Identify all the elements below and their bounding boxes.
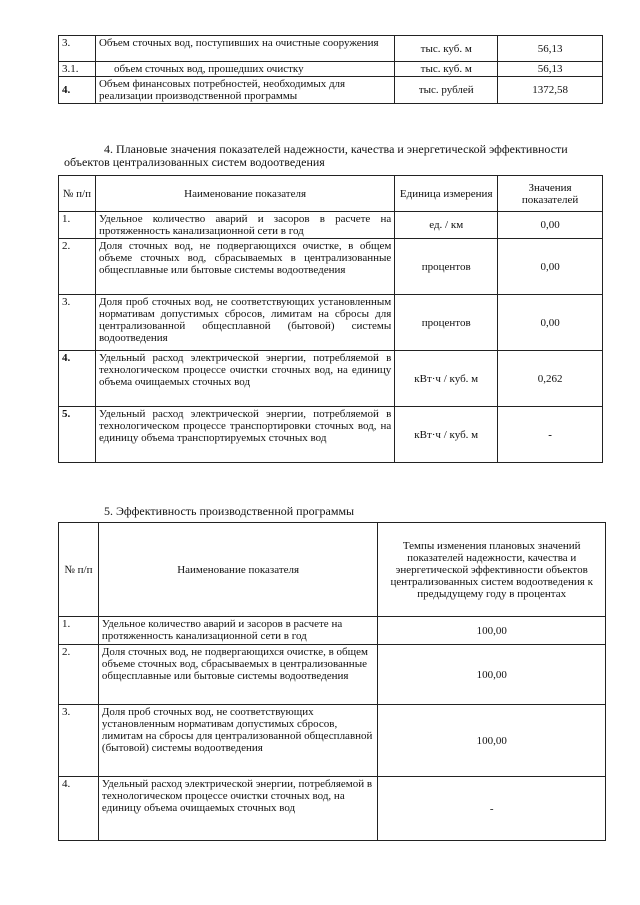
table-row [59, 351, 603, 407]
row-name: Объем сточных вод, поступивших на очистные сооружения [95, 36, 394, 62]
row-unit: тыс. рублей [395, 77, 498, 104]
row-name: Доля сточных вод, не подвергающихся очистке, в общем объеме сточных вод, сбрасываемых в централизованные общесплавные или бытовые системы водоотведения [95, 239, 394, 295]
row-number: 3.1. [59, 62, 96, 77]
table-row [59, 77, 603, 104]
header-value: Значения показателей [498, 176, 603, 212]
row-value: 1372,58 [498, 77, 603, 104]
table-row [59, 62, 603, 77]
header-name: Наименование показателя [98, 523, 377, 617]
row-value: 0,00 [498, 239, 603, 295]
row-name: Удельный расход электрической энергии, потребляемой в технологическом процессе очистки сточных вод, на единицу объема очищаемых сточных вод [95, 351, 394, 407]
row-value: 0,00 [498, 295, 603, 351]
section5-title: 5. Эффективность производственной программы [104, 504, 355, 518]
row-value: 100,00 [378, 705, 606, 777]
row-value: 0,00 [498, 212, 603, 239]
financial-table [58, 35, 603, 104]
table-row [59, 777, 606, 841]
row-value: 0,262 [498, 351, 603, 407]
table-row [59, 239, 603, 295]
row-unit: тыс. куб. м [395, 62, 498, 77]
table-row [59, 295, 603, 351]
row-name: Доля проб сточных вод, не соответствующих установленным нормативам допустимых сбросов, лимитам на сбросы для централизованной общесплавной (бытовой) системы водоотведения [95, 295, 394, 351]
header-number: № п/п [59, 176, 96, 212]
row-number: 4. [59, 351, 96, 407]
table-row [59, 212, 603, 239]
row-number: 2. [59, 239, 96, 295]
row-unit: процентов [395, 295, 498, 351]
row-number: 4. [59, 777, 99, 841]
row-value: - [378, 777, 606, 841]
table-row [59, 705, 606, 777]
row-number: 3. [59, 295, 96, 351]
row-name: Объем финансовых потребностей, необходимых для реализации производственной программы [95, 77, 394, 104]
header-name: Наименование показателя [95, 176, 394, 212]
row-name: объем сточных вод, прошедших очистку [95, 62, 394, 77]
header-unit: Единица измерения [395, 176, 498, 212]
row-name: Удельное количество аварий и засоров в расчете на протяженность канализационной сети в год [95, 212, 394, 239]
row-name: Удельное количество аварий и засоров в расчете на протяженность канализационной сети в год [98, 617, 377, 645]
header-number: № п/п [59, 523, 99, 617]
row-unit: кВт·ч / куб. м [395, 407, 498, 463]
table-row [59, 645, 606, 705]
reliability-table [58, 175, 603, 463]
table-header [59, 523, 606, 617]
row-number: 4. [59, 77, 96, 104]
table-row [59, 617, 606, 645]
row-unit: процентов [395, 239, 498, 295]
row-number: 3. [59, 705, 99, 777]
table-header [59, 176, 603, 212]
row-unit: кВт·ч / куб. м [395, 351, 498, 407]
table-row [59, 36, 603, 62]
row-number: 1. [59, 212, 96, 239]
row-value: 56,13 [498, 62, 603, 77]
row-value: 100,00 [378, 617, 606, 645]
section4-title-line2: объектов централизованных систем водоотведения [64, 155, 325, 169]
section4-title-line1: 4. Плановые значения показателей надежности, качества и энергетической эффективности [104, 142, 568, 156]
row-number: 2. [59, 645, 99, 705]
row-number: 3. [59, 36, 96, 62]
row-value: 100,00 [378, 645, 606, 705]
row-unit: тыс. куб. м [395, 36, 498, 62]
table-row [59, 407, 603, 463]
row-unit: ед. / км [395, 212, 498, 239]
row-name: Доля сточных вод, не подвергающихся очистке, в общем объеме сточных вод, сбрасываемых в централизованные общесплавные или бытовые системы водоотведения [98, 645, 377, 705]
row-name: Доля проб сточных вод, не соответствующих установленным нормативам допустимых сбросов, лимитам на сбросы для централизованной общесплавной (бытовой) системы водоотведения [98, 705, 377, 777]
row-name: Удельный расход электрической энергии, потребляемой в технологическом процессе очистки сточных вод, на единицу объема очищаемых сточных вод [98, 777, 377, 841]
header-value: Темпы изменения плановых значений показателей надежности, качества и энергетической эффективности объектов централизованных систем водоотведения к предыдущему году в процентах [378, 523, 606, 617]
row-number: 5. [59, 407, 96, 463]
row-value: 56,13 [498, 36, 603, 62]
row-number: 1. [59, 617, 99, 645]
efficiency-table [58, 522, 606, 841]
row-value: - [498, 407, 603, 463]
row-name: Удельный расход электрической энергии, потребляемой в технологическом процессе транспортировки сточных вод, на единицу объема транспортируемых сточных вод [95, 407, 394, 463]
